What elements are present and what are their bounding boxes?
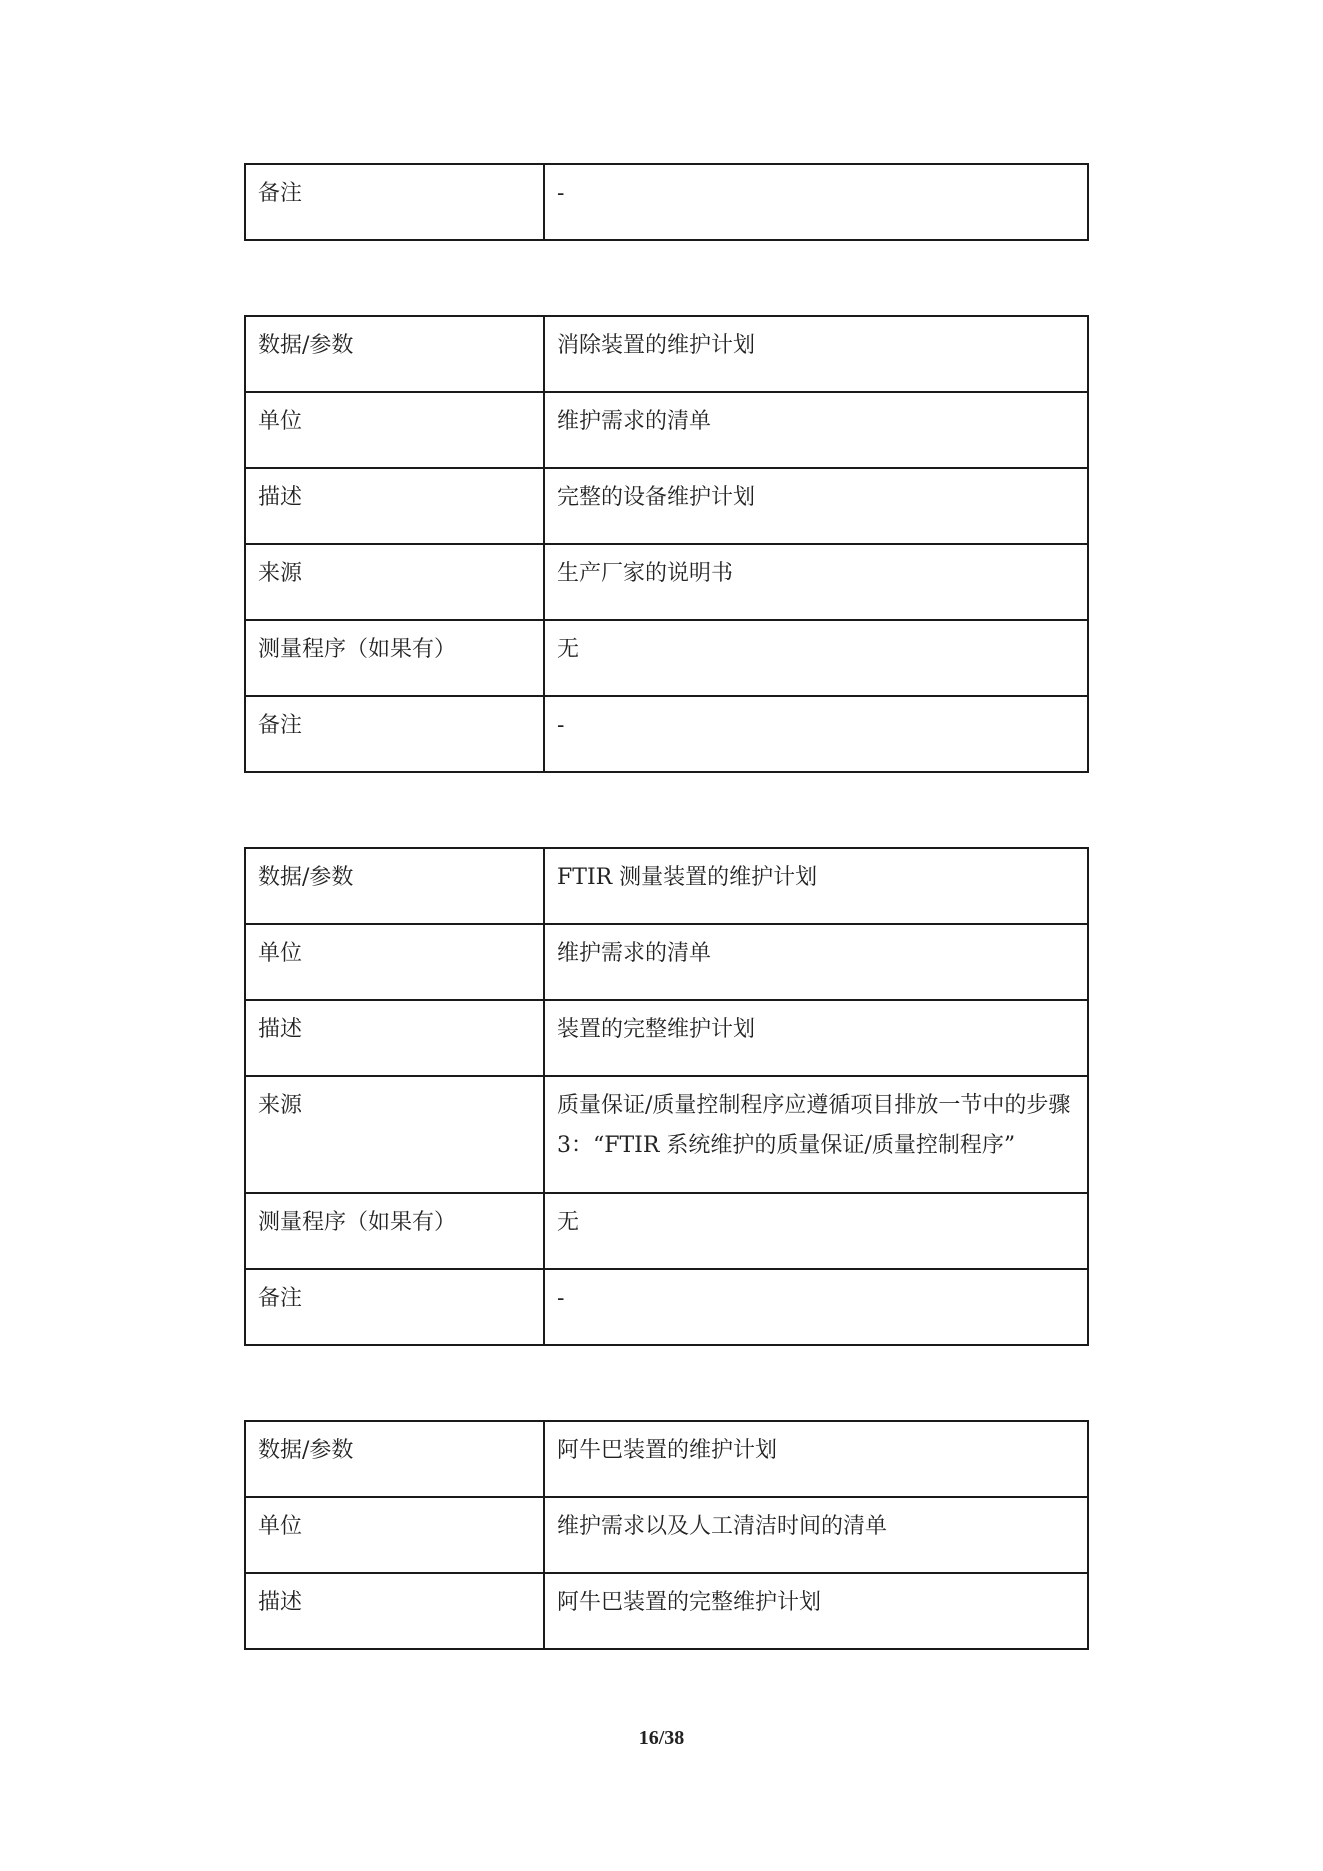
- table-row: [245, 164, 1088, 240]
- row-value: 维护需求的清单: [544, 392, 1088, 468]
- table-row: [245, 1497, 1088, 1573]
- row-value: 维护需求的清单: [544, 924, 1088, 1000]
- table-row: [245, 1076, 1088, 1193]
- table-row: [245, 392, 1088, 468]
- row-value: 无: [544, 620, 1088, 696]
- table-row: [245, 620, 1088, 696]
- table-row: [245, 316, 1088, 392]
- row-label: 数据/参数: [245, 848, 544, 924]
- row-value: -: [544, 164, 1088, 240]
- table-row: [245, 696, 1088, 772]
- table-row: [245, 1269, 1088, 1345]
- row-label: 测量程序（如果有）: [245, 1193, 544, 1269]
- parameter-table-3: [244, 847, 1089, 1346]
- row-value: 完整的设备维护计划: [544, 468, 1088, 544]
- page-number: 16/38: [638, 1727, 685, 1749]
- row-label: 测量程序（如果有）: [245, 620, 544, 696]
- row-value: -: [544, 696, 1088, 772]
- row-value: 阿牛巴装置的完整维护计划: [544, 1573, 1088, 1649]
- row-value: 维护需求以及人工清洁时间的清单: [544, 1497, 1088, 1573]
- table-row: [245, 1421, 1088, 1497]
- row-label: 备注: [245, 164, 544, 240]
- row-label: 描述: [245, 1000, 544, 1076]
- parameter-table-2: [244, 315, 1089, 773]
- row-label: 来源: [245, 544, 544, 620]
- row-label: 备注: [245, 696, 544, 772]
- row-label: 描述: [245, 1573, 544, 1649]
- row-value: 质量保证/质量控制程序应遵循项目排放一节中的步骤 3：“FTIR 系统维护的质量保证/质量控制程序”: [544, 1076, 1088, 1193]
- row-value: FTIR 测量装置的维护计划: [544, 848, 1088, 924]
- row-label: 单位: [245, 392, 544, 468]
- row-label: 数据/参数: [245, 1421, 544, 1497]
- row-label: 备注: [245, 1269, 544, 1345]
- table-row: [245, 1573, 1088, 1649]
- row-value: 装置的完整维护计划: [544, 1000, 1088, 1076]
- table-row: [245, 848, 1088, 924]
- table-row: [245, 1193, 1088, 1269]
- row-value: 阿牛巴装置的维护计划: [544, 1421, 1088, 1497]
- table-row: [245, 468, 1088, 544]
- row-label: 单位: [245, 924, 544, 1000]
- row-value: 消除装置的维护计划: [544, 316, 1088, 392]
- row-label: 来源: [245, 1076, 544, 1193]
- parameter-table-4: [244, 1420, 1089, 1650]
- parameter-table-1: [244, 163, 1089, 241]
- table-row: [245, 544, 1088, 620]
- row-label: 数据/参数: [245, 316, 544, 392]
- row-value: 无: [544, 1193, 1088, 1269]
- table-row: [245, 1000, 1088, 1076]
- row-label: 单位: [245, 1497, 544, 1573]
- table-row: [245, 924, 1088, 1000]
- row-value: 生产厂家的说明书: [544, 544, 1088, 620]
- row-label: 描述: [245, 468, 544, 544]
- row-value: -: [544, 1269, 1088, 1345]
